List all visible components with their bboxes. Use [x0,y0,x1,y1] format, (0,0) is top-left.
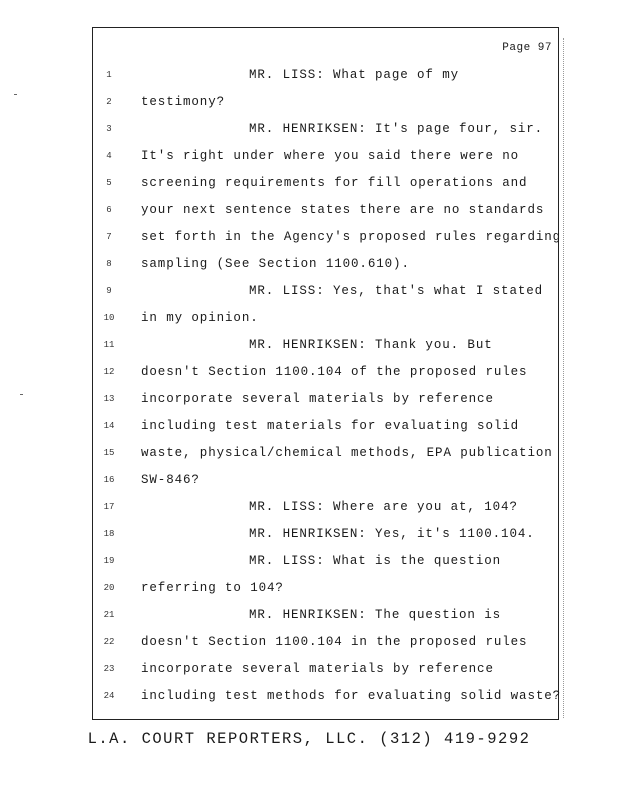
line-text: including test methods for evaluating solid waste? [141,689,562,703]
line-text: MR. LISS: What page of my [249,68,460,82]
line-text: MR. HENRIKSEN: The question is [249,608,502,622]
transcript-line [93,143,558,170]
line-number: 1 [106,70,112,80]
transcript-line [93,521,558,548]
line-text: set forth in the Agency's proposed rules regarding [141,230,562,244]
transcript-line [93,602,558,629]
line-number: 12 [103,367,115,377]
transcript-line [93,656,558,683]
line-text: MR. HENRIKSEN: Thank you. But [249,338,493,352]
court-reporter-footer: L.A. COURT REPORTERS, LLC. (312) 419-9292 [87,730,531,748]
transcript-lines [93,62,562,710]
line-number: 7 [106,232,112,242]
line-number: 23 [103,664,115,674]
transcript-line [93,683,562,710]
transcript-line [93,89,558,116]
line-text: MR. HENRIKSEN: It's page four, sir. [249,122,544,136]
transcript-line [93,413,558,440]
transcript-line [93,116,558,143]
line-text: MR. LISS: Where are you at, 104? [249,500,518,514]
transcript-line [93,62,558,89]
line-text: incorporate several materials by reference [141,662,494,676]
line-text: It's right under where you said there were no [141,149,520,163]
line-number: 6 [106,205,112,215]
line-number: 24 [103,691,115,701]
line-number: 4 [106,151,112,161]
transcript-line [93,197,558,224]
line-text: in my opinion. [141,311,259,325]
scan-artifact [14,94,17,95]
transcript-line [93,170,558,197]
line-number: 5 [106,178,112,188]
line-text: your next sentence states there are no standards [141,203,545,217]
line-number: 3 [106,124,112,134]
transcript-line [93,359,558,386]
line-text: including test materials for evaluating solid [141,419,520,433]
line-text: doesn't Section 1100.104 of the proposed rules [141,365,528,379]
line-number: 22 [103,637,115,647]
line-text: doesn't Section 1100.104 in the proposed rules [141,635,528,649]
line-number: 10 [103,313,115,323]
line-text: MR. LISS: Yes, that's what I stated [249,284,544,298]
line-text: MR. HENRIKSEN: Yes, it's 1100.104. [249,527,535,541]
line-text: MR. LISS: What is the question [249,554,502,568]
line-number: 20 [103,583,115,593]
transcript-line [93,548,558,575]
line-text: waste, physical/chemical methods, EPA publication [141,446,553,460]
transcript-line [93,251,558,278]
transcript-line [93,575,558,602]
transcript-line [93,494,558,521]
transcript-line [93,332,558,359]
transcript-page [92,27,562,720]
line-number: 18 [103,529,115,539]
transcript-line [93,224,562,251]
page-number: Page 97 [502,42,552,54]
line-text: sampling (See Section 1100.610). [141,257,410,271]
transcript-line [93,440,558,467]
line-number: 9 [106,286,112,296]
line-number: 13 [103,394,115,404]
scan-artifact [20,394,23,395]
line-text: SW-846? [141,473,200,487]
transcript-line [93,386,558,413]
transcript-line [93,629,558,656]
line-number: 17 [103,502,115,512]
line-number: 14 [103,421,115,431]
transcript-line [93,305,558,332]
transcript-line [93,278,558,305]
line-number: 15 [103,448,115,458]
line-number: 8 [106,259,112,269]
transcript-line [93,467,558,494]
line-text: testimony? [141,95,226,109]
line-number: 2 [106,97,112,107]
line-number: 21 [103,610,115,620]
line-number: 16 [103,475,115,485]
line-number: 11 [103,340,115,350]
line-text: screening requirements for fill operations and [141,176,528,190]
line-text: referring to 104? [141,581,284,595]
line-text: incorporate several materials by reference [141,392,494,406]
line-number: 19 [103,556,115,566]
